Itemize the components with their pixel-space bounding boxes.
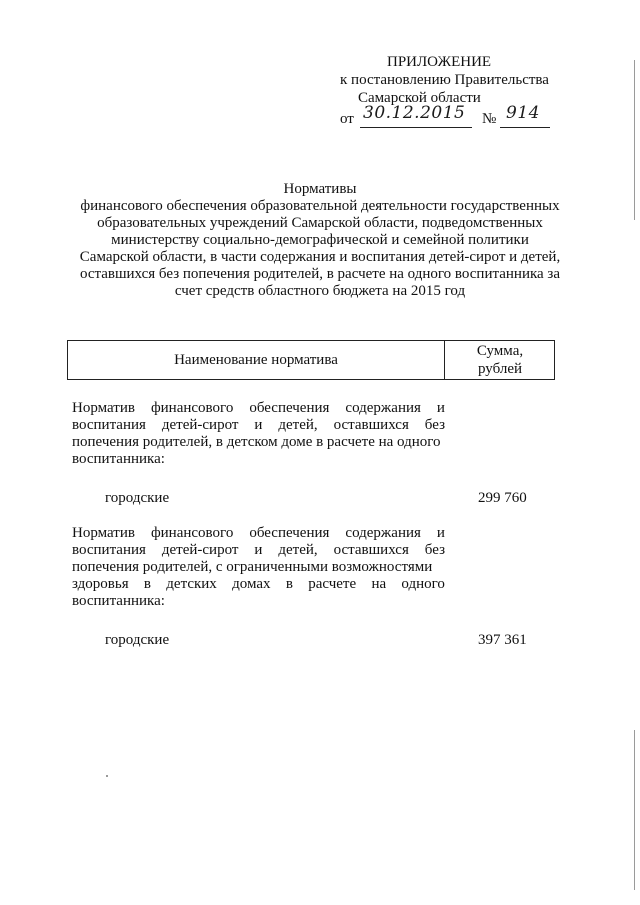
paragraph-line: воспитанника: <box>72 451 165 467</box>
date-underline <box>360 127 472 128</box>
word: и <box>254 417 263 433</box>
scan-edge-mark <box>634 60 635 220</box>
paragraph-line <box>72 576 445 593</box>
word: оставшихся <box>333 542 409 558</box>
word: и <box>436 525 445 541</box>
number-underline <box>500 127 550 128</box>
word: содержания <box>345 525 421 541</box>
paragraph-line <box>72 525 445 542</box>
norm-paragraph-2 <box>72 525 445 610</box>
appendix-title: ПРИЛОЖЕНИЕ <box>387 54 492 70</box>
column-header-sum-line1: Сумма, <box>476 343 524 359</box>
word: финансового <box>150 400 234 416</box>
word: оставшихся <box>333 417 409 433</box>
column-header-sum-line2: рублей <box>477 361 523 377</box>
row-label-urban-1: городские <box>105 490 170 506</box>
word: обеспечения <box>249 525 330 541</box>
title-line: Самарской области, в части содержания и воспитания детей-сирот и детей, <box>79 249 561 265</box>
scan-speck <box>106 775 108 777</box>
word: детей-сирот <box>161 542 239 558</box>
word: Норматив <box>72 525 135 541</box>
word: без <box>424 417 445 433</box>
number-handwritten: 914 <box>506 103 540 123</box>
word: детей-сирот <box>161 417 239 433</box>
word: здоровья <box>72 576 129 592</box>
appendix-region-line: Самарской области <box>358 90 481 106</box>
appendix-resolution-line: к постановлению Правительства <box>340 72 549 88</box>
word: детей, <box>278 542 318 558</box>
paragraph-line <box>72 417 445 434</box>
paragraph-line: воспитанника: <box>72 593 165 609</box>
number-prefix: № <box>482 111 497 127</box>
date-prefix: от <box>340 111 354 127</box>
paragraph-line <box>72 542 445 559</box>
word: обеспечения <box>249 400 330 416</box>
word: в <box>143 576 151 592</box>
word: и <box>436 400 445 416</box>
title-heading: Нормативы <box>283 181 357 197</box>
word: без <box>424 542 445 558</box>
paragraph-line: попечения родителей, с ограниченными возможностями <box>72 559 433 575</box>
word: детей, <box>278 417 318 433</box>
row-value-urban-2: 397 361 <box>478 632 527 648</box>
word: воспитания <box>72 542 146 558</box>
word: в <box>285 576 293 592</box>
word: детских <box>166 576 217 592</box>
title-line: образовательных учреждений Самарской области, подведомственных <box>97 215 543 231</box>
title-line: оставшихся без попечения родителей, в расчете на одного воспитанника за <box>79 266 561 282</box>
column-header-name: Наименование норматива <box>174 352 338 368</box>
word: содержания <box>345 400 421 416</box>
word: и <box>254 542 263 558</box>
row-value-urban-1: 299 760 <box>478 490 527 506</box>
word: одного <box>401 576 445 592</box>
word: финансового <box>150 525 234 541</box>
title-line: министерству социально-демографической и семейной политики <box>111 232 529 248</box>
date-handwritten: 30.12.2015 <box>363 103 466 123</box>
table-header <box>67 340 555 380</box>
column-header-sum <box>445 342 555 378</box>
word: на <box>371 576 387 592</box>
title-line: финансового обеспечения образовательной деятельности государственных <box>80 198 560 214</box>
paragraph-line: попечения родителей, в детском доме в расчете на одного <box>72 434 441 450</box>
word: домах <box>232 576 271 592</box>
norm-paragraph-1 <box>72 400 445 468</box>
word: расчете <box>308 576 357 592</box>
row-label-urban-2: городские <box>105 632 170 648</box>
word: Норматив <box>72 400 135 416</box>
paragraph-line <box>72 400 445 417</box>
scan-edge-mark <box>634 730 635 890</box>
title-line: счет средств областного бюджета на 2015 год <box>174 283 466 299</box>
word: воспитания <box>72 417 146 433</box>
